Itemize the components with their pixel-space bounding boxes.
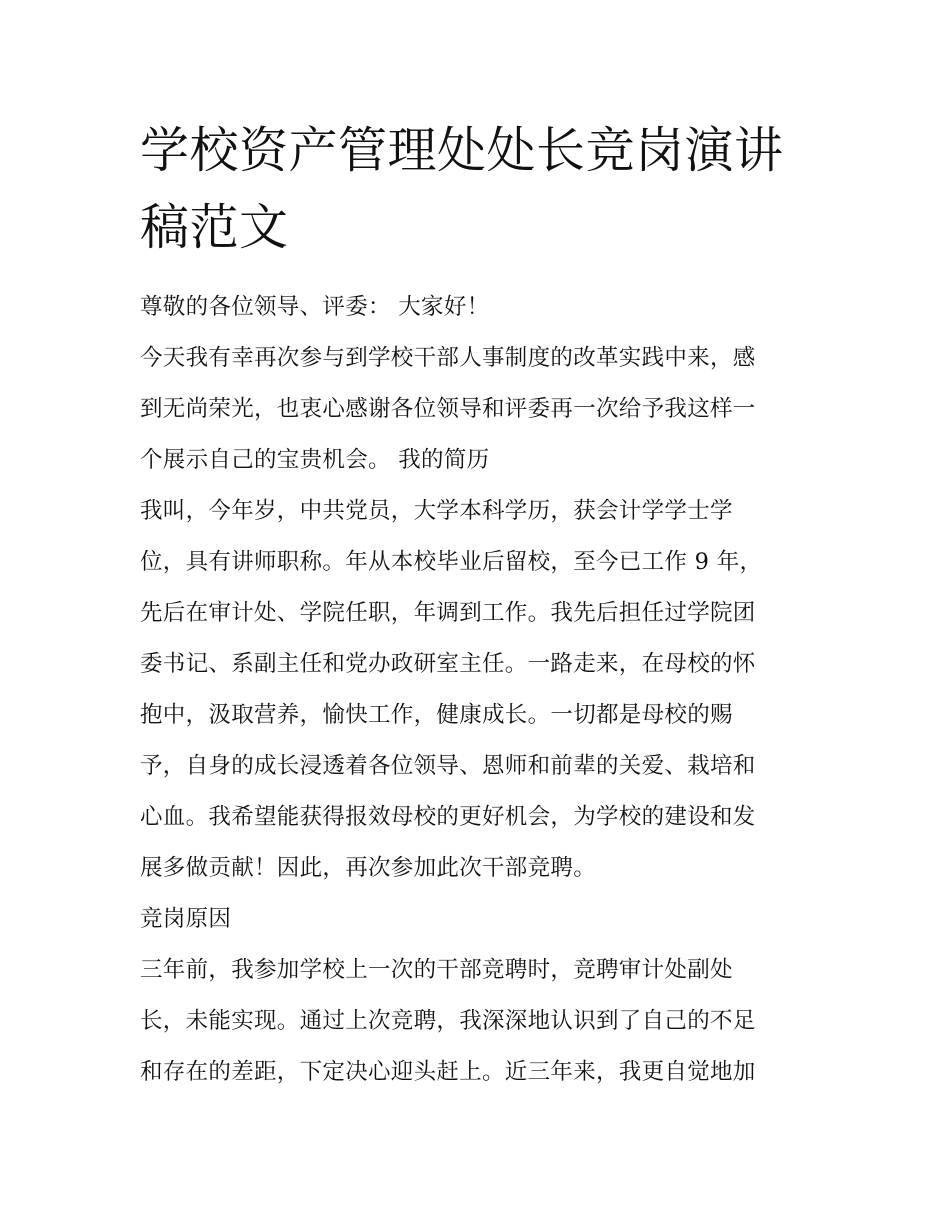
title-line-1: 学校资产管理处处长竞岗演讲: [140, 122, 784, 179]
text-line-9: 抱中，汲取营养，愉快工作，健康成长。一切都是母校的赐: [140, 702, 733, 728]
document-title: [140, 112, 820, 266]
text-line-16: 和存在的差距，下定决心迎头赶上。近三年来，我更自觉地加: [140, 1059, 756, 1085]
text-line-12: 展多做贡献！因此，再次参加此次干部竞聘。: [140, 855, 597, 881]
text-line-10: 予，自身的成长浸透着各位领导、恩师和前辈的关爱、栽培和: [140, 753, 756, 779]
text-line-4: 个展示自己的宝贵机会。 我的简历: [140, 447, 490, 473]
text-line-11: 心血。我希望能获得报效母校的更好机会，为学校的建设和发: [140, 804, 756, 830]
text-line-6: 位，具有讲师职称。年从本校毕业后留校，至今已工作 9 年，: [140, 549, 763, 575]
reason-paragraph: [140, 945, 820, 1098]
text-line-14: 三年前，我参加学校上一次的干部竞聘时，竞聘审计处副处: [140, 957, 733, 983]
intro-paragraph: [140, 333, 820, 486]
section-heading-paragraph: [140, 894, 820, 945]
text-line-1: 尊敬的各位领导、评委： 大家好！: [140, 294, 490, 320]
text-line-5: 我叫，今年岁，中共党员，大学本科学历，获会计学学士学: [140, 498, 733, 524]
title-line-2: 稿范文: [140, 199, 289, 256]
document-body: [140, 282, 820, 1098]
text-line-2: 今天我有幸再次参与到学校干部人事制度的改革实践中来，感: [140, 345, 756, 371]
resume-paragraph: [140, 486, 820, 894]
text-line-3: 到无尚荣光，也衷心感谢各位领导和评委再一次给予我这样一: [140, 396, 756, 422]
text-line-15: 长，未能实现。通过上次竞聘，我深深地认识到了自己的不足: [140, 1008, 756, 1034]
text-line-13: 竞岗原因: [140, 906, 232, 932]
salutation-paragraph: [140, 282, 820, 333]
text-line-8: 委书记、系副主任和党办政研室主任。一路走来，在母校的怀: [140, 651, 756, 677]
text-line-7: 先后在审计处、学院任职，年调到工作。我先后担任过学院团: [140, 600, 756, 626]
